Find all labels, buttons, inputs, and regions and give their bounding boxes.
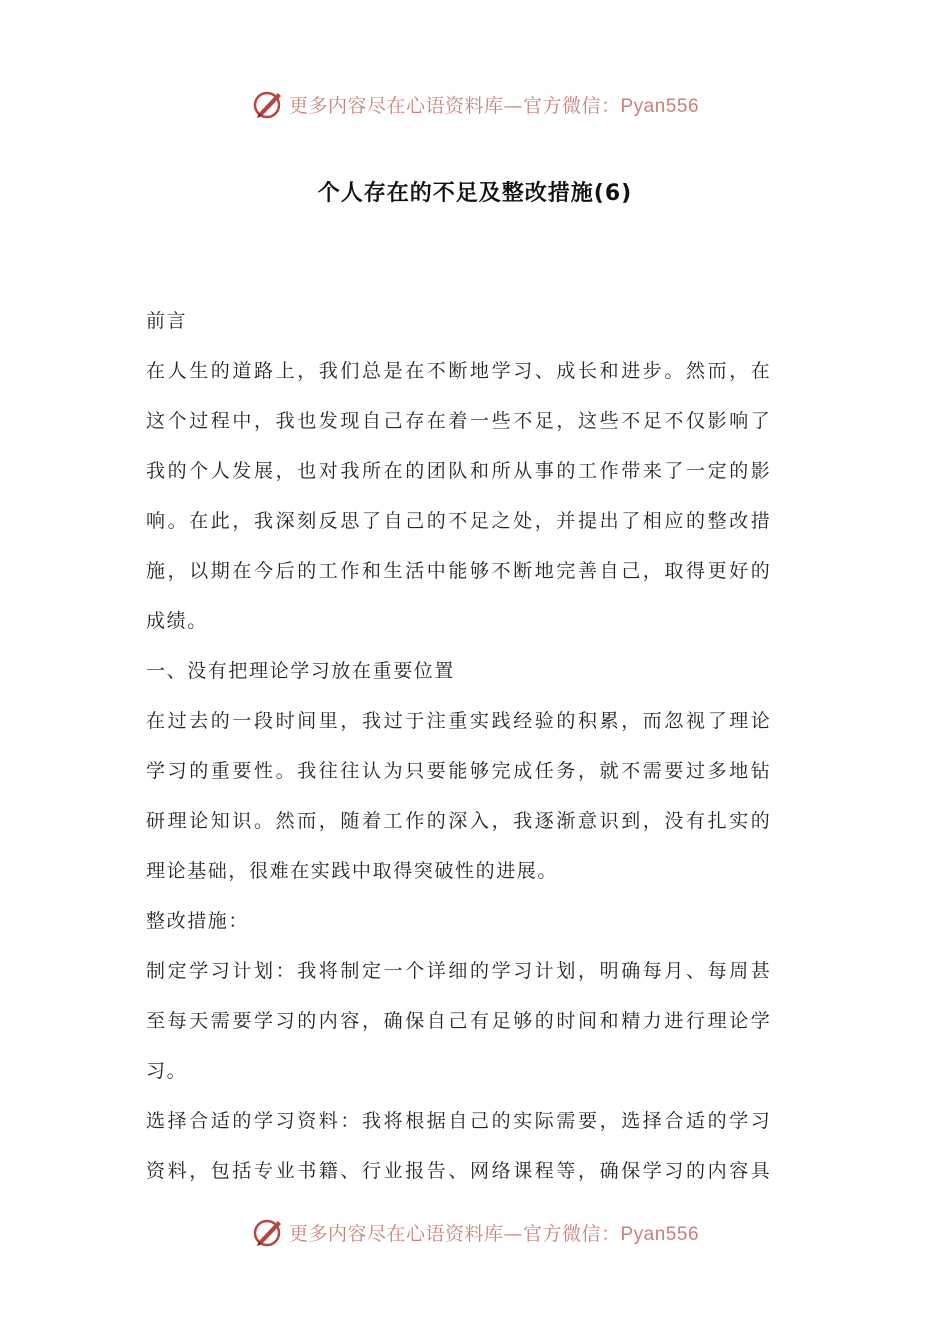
paragraph-line: 学习的重要性。我往往认为只要能够完成任务，就不需要过多地钻 [146,760,773,782]
pen-logo-icon [251,1215,285,1249]
wechat-id: Pyan556 [620,1223,700,1245]
paragraph-line: 我的个人发展，也对我所在的团队和所从事的工作带来了一定的影 [146,460,773,482]
paragraph-line: 至每天需要学习的内容，确保自己有足够的时间和精力进行理论学 [146,1010,773,1032]
paragraph-line: 选择合适的学习资料：我将根据自己的实际需要，选择合适的学习 [146,1110,773,1132]
watermark-text: 更多内容尽在心语资料库—官方微信：Pyan556 [288,94,700,117]
paragraph-line: 施，以期在今后的工作和生活中能够不断地完善自己，取得更好的 [146,560,773,582]
document-body [146,296,806,1196]
paragraph-line: 研理论知识。然而，随着工作的深入，我逐渐意识到，没有扎实的 [146,810,773,832]
paragraph-line: 在过去的一段时间里，我过于注重实践经验的积累，而忽视了理论 [146,710,773,732]
section-heading: 一、没有把理论学习放在重要位置 [146,660,456,682]
paragraph-line: 成绩。 [146,610,208,632]
paragraph-line: 响。在此，我深刻反思了自己的不足之处，并提出了相应的整改措 [146,510,773,532]
header-watermark [0,84,950,124]
paragraph-line: 这个过程中，我也发现自己存在着一些不足，这些不足不仅影响了 [146,410,773,432]
watermark-text: 更多内容尽在心语资料库—官方微信：Pyan556 [288,1222,700,1245]
paragraph-line: 资料，包括专业书籍、行业报告、网络课程等，确保学习的内容具 [146,1160,773,1182]
subheading: 整改措施： [146,910,250,932]
paragraph-line: 前言 [146,310,188,332]
wechat-id: Pyan556 [620,95,700,117]
paragraph-line: 制定学习计划：我将制定一个详细的学习计划，明确每月、每周甚 [146,960,773,982]
paragraph-line: 在人生的道路上，我们总是在不断地学习、成长和进步。然而，在 [146,360,773,382]
footer-watermark [0,1212,950,1252]
paragraph-line: 理论基础，很难在实践中取得突破性的进展。 [146,860,559,882]
document-title: 个人存在的不足及整改措施(6) [317,181,633,206]
paragraph-line: 习。 [146,1060,188,1082]
pen-logo-icon [251,87,285,121]
